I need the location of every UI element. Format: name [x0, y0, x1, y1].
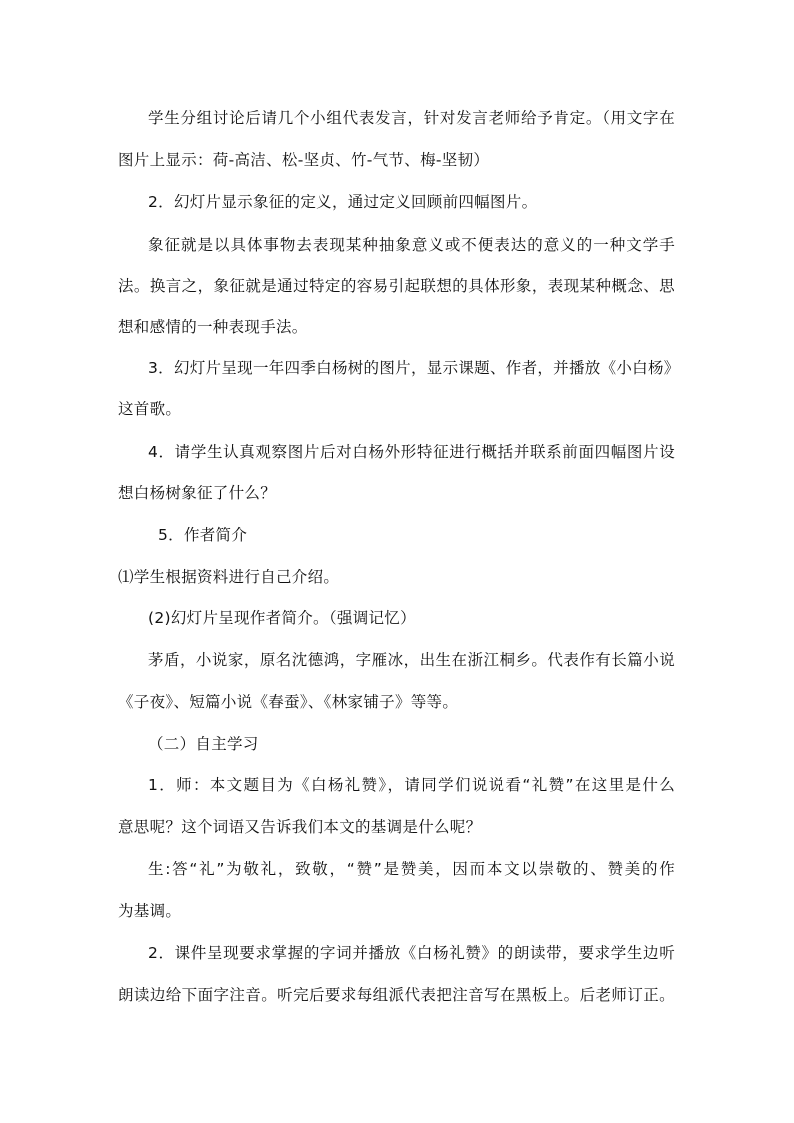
paragraph-line: 图片上显示：荷-高洁、松-坚贞、竹-气节、梅-坚韧） — [118, 151, 490, 169]
section-heading: （二）自主学习 — [148, 735, 259, 753]
paragraph-line: ⑴学生根据资料进行自己介绍。 — [118, 568, 340, 586]
paragraph-line: 学生分组讨论后请几个小组代表发言，针对发言老师给予肯定。（用文字在 — [148, 109, 675, 127]
paragraph-line: 4．请学生认真观察图片后对白杨外形特征进行概括并联系前面四幅图片设 — [148, 443, 675, 461]
paragraph-line: 象征就是以具体事物去表现某种抽象意义或不便表达的意义的一种文学手 — [148, 236, 675, 254]
paragraph-line: 茅盾，小说家，原名沈德鸿，字雁冰，出生在浙江桐乡。代表作有长篇小说 — [148, 651, 675, 669]
paragraph-line: 3．幻灯片呈现一年四季白杨树的图片，显示课题、作者，并播放《小白杨》 — [148, 359, 680, 377]
paragraph-line: 朗读边给下面字注音。听完后要求每组派代表把注音写在黑板上。后老师订正。 — [118, 986, 675, 1004]
paragraph-line: 意思呢？这个词语又告诉我们本文的基调是什么呢？ — [118, 818, 482, 836]
section-heading: 5．作者简介 — [158, 526, 248, 544]
paragraph-line: 2．幻灯片显示象征的定义，通过定义回顾前四幅图片。 — [148, 193, 538, 211]
paragraph-line: 法。换言之，象征就是通过特定的容易引起联想的具体形象，表现某种概念、思 — [118, 277, 675, 295]
paragraph-line: (2)幻灯片呈现作者简介。（强调记忆） — [148, 609, 416, 627]
paragraph-line: 2．课件呈现要求掌握的字词并播放《白杨礼赞》的朗读带，要求学生边听 — [148, 944, 675, 962]
paragraph-line: 《子夜》、短篇小说《春蚕》、《林家铺子》等等。 — [118, 693, 459, 711]
paragraph-line: 1．师：本文题目为《白杨礼赞》，请同学们说说看“礼赞”在这里是什么 — [148, 776, 675, 794]
paragraph-line: 为基调。 — [118, 902, 182, 920]
paragraph-line: 生:答“礼”为敬礼，致敬，“赞”是赞美，因而本文以崇敬的、赞美的作 — [148, 860, 675, 878]
paragraph-line: 想和感情的一种表现手法。 — [118, 318, 308, 336]
paragraph-line: 这首歌。 — [118, 400, 182, 418]
paragraph-line: 想白杨树象征了什么？ — [118, 484, 277, 502]
